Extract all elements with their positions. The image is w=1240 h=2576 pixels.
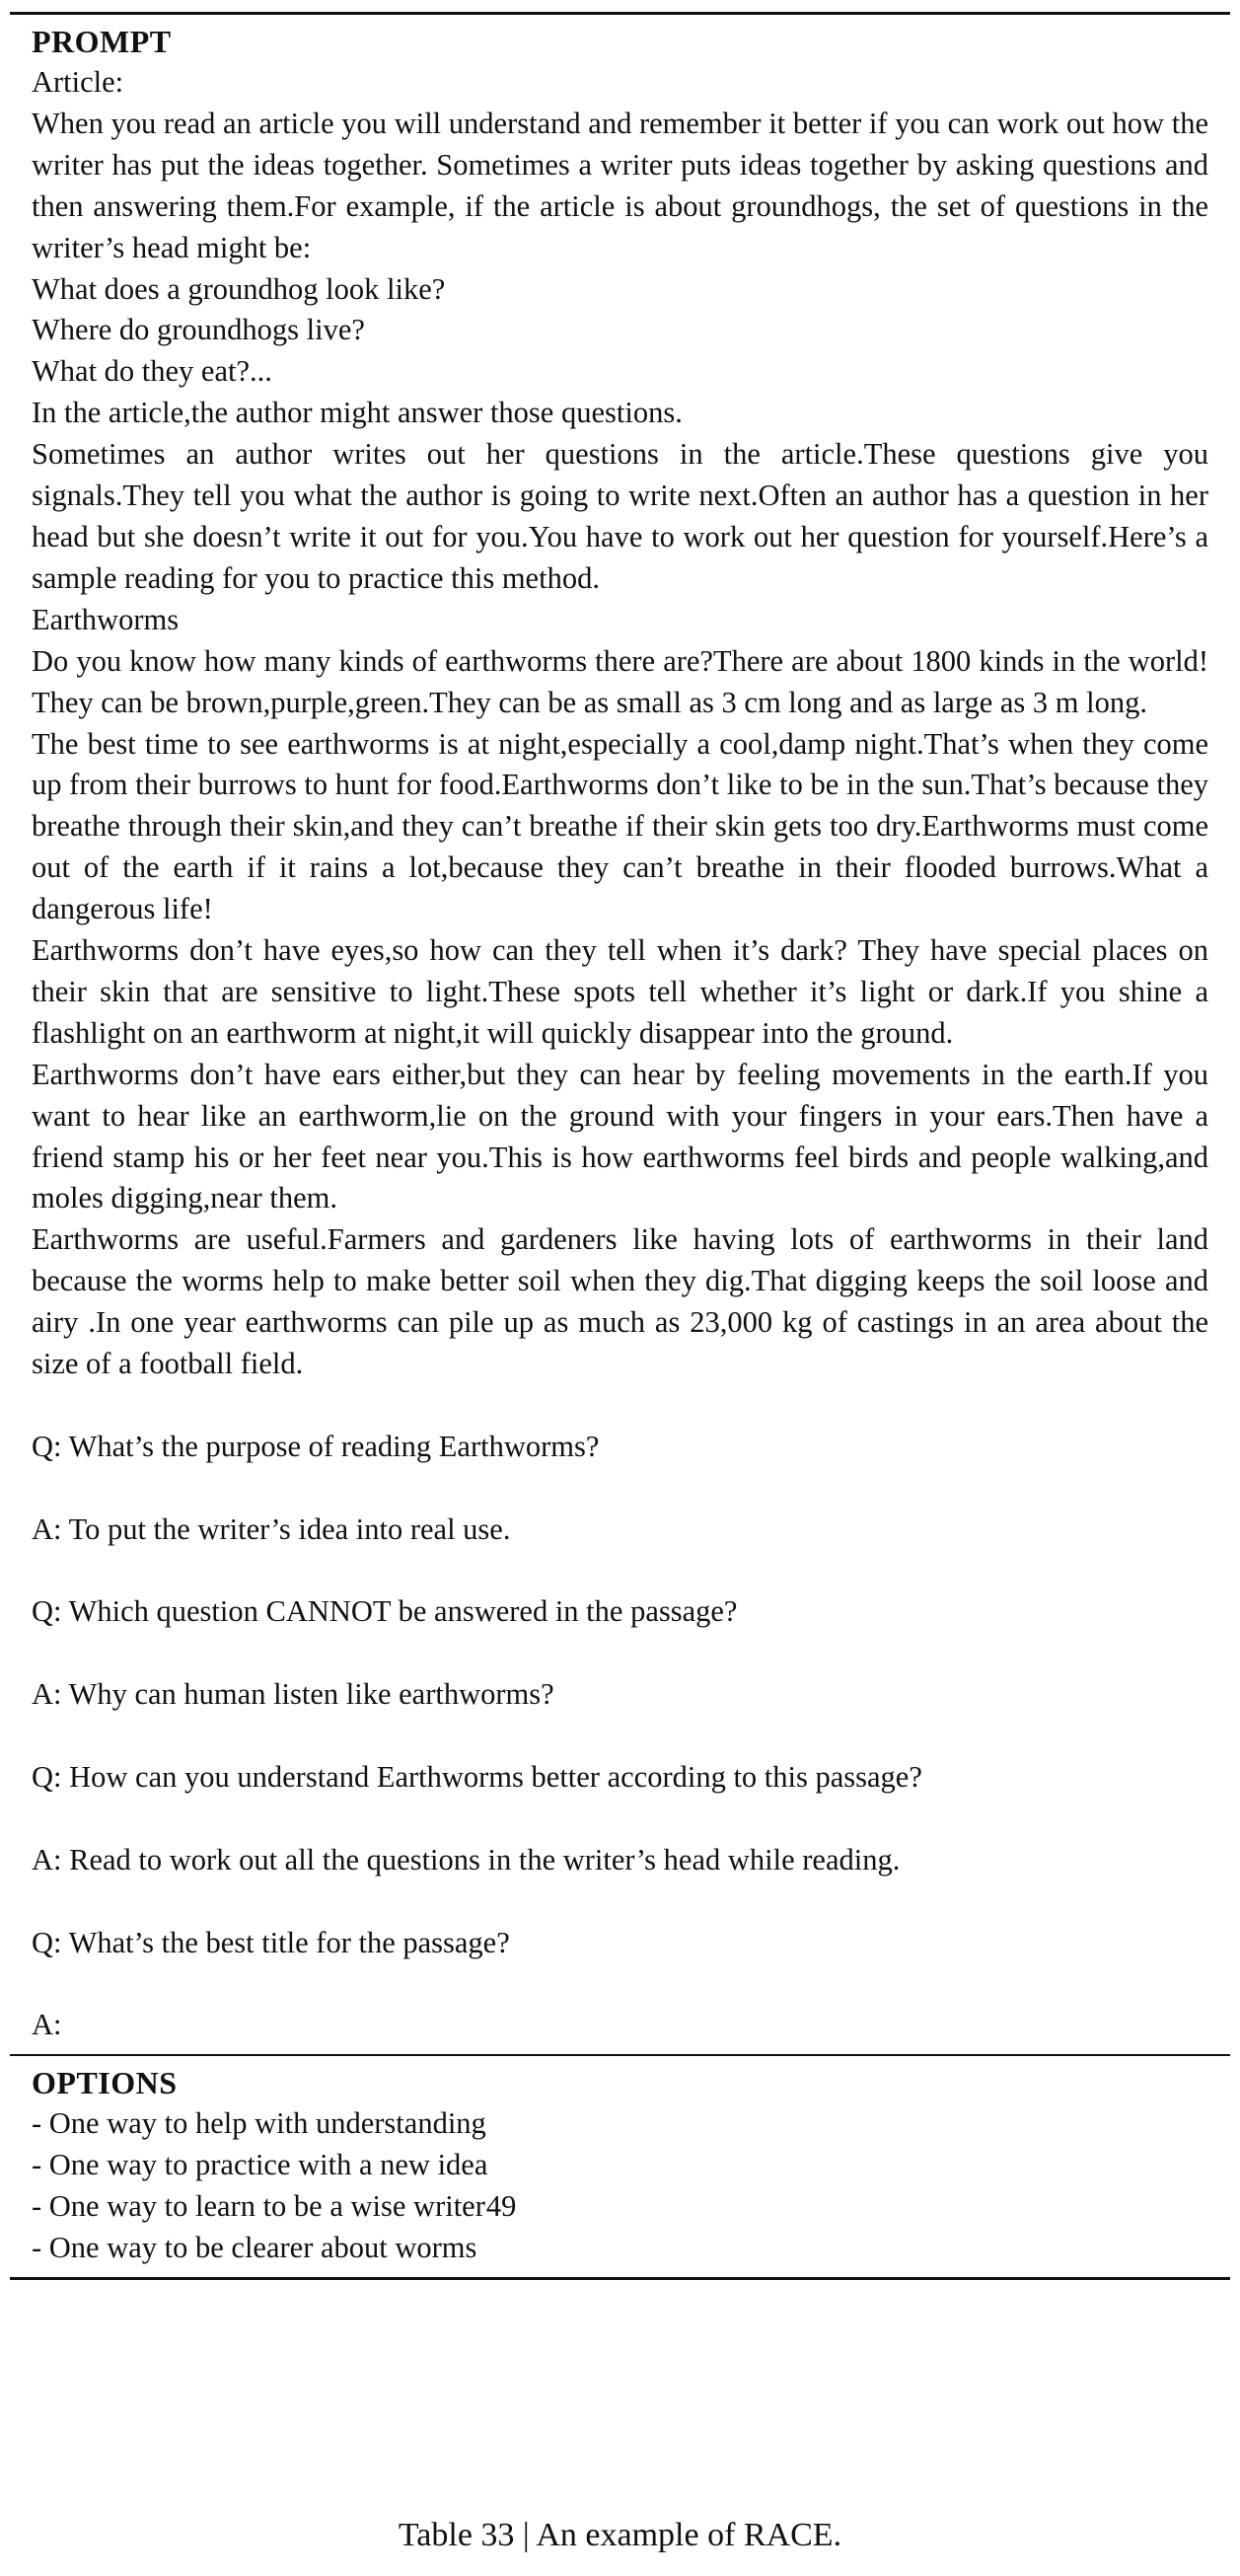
article-label: Article: [32, 65, 124, 99]
bottom-rule [10, 2277, 1230, 2280]
sample-paragraph: The best time to see earthworms is at night,especially a cool,damp night.That’s when they come up from their burrows to hunt for food.Earthworms don’t like to be in the sun.That’s because they breathe through their skin,and they can’t breathe if their skin gets too dry.Earthworms must come out of the earth if it rains a lot,because they can’t breathe in their flooded burrows.What a dangerous life! [32, 726, 1208, 926]
question-line: Q: What’s the best title for the passage? [32, 1925, 510, 1959]
sample-paragraph: Earthworms don’t have ears either,but they can hear by feeling movements in the earth.If you want to hear like an earthworm,lie on the ground with your fingers in your ears.Then have a friend stamp his or her feet near you.This is how earthworms feel birds and people walking,and moles digging,near them. [32, 1057, 1208, 1215]
sample-paragraph: Do you know how many kinds of earthworms there are?There are about 1800 kinds in the world! They can be brown,purple,green.They can be as small as 3 cm long and as large as 3 m long. [32, 643, 1208, 719]
groundhog-question: What do they eat?... [32, 354, 272, 389]
signals-paragraph: Sometimes an author writes out her questions in the article.These questions give you signals.They tell you what the author is going to write next.Often an author has a question in her head but she doesn’t write it out for you.You have to work out her question for yourself.Here’s a sample reading for you to practice this method. [32, 437, 1208, 595]
option-item: - One way to help with understanding [32, 2106, 486, 2141]
spacer [32, 1716, 1208, 1757]
groundhog-question: Where do groundhogs live? [32, 313, 365, 347]
sample-paragraph: Earthworms are useful.Farmers and gardeners like having lots of earthworms in their land because the worms help to make better soil when they dig.That digging keeps the soil loose and airy .In one year earthworms can pile up as much as 23,000 kg of castings in an area about the size of a football field. [32, 1222, 1208, 1381]
question-line: Q: Which question CANNOT be answered in the passage? [32, 1594, 738, 1629]
option-item: - One way to be clearer about worms [32, 2231, 477, 2265]
answer-text: A: [32, 2008, 62, 2042]
answer-text: A: To put the writer’s idea into real use. [32, 1511, 511, 1546]
spacer [32, 1964, 1208, 2006]
spacer [32, 1468, 1208, 1509]
question-line: Q: How can you understand Earthworms better according to this passage? [32, 1760, 922, 1795]
intro-paragraph: When you read an article you will understand and remember it better if you can work out how the writer has put the ideas together. Sometimes a writer puts ideas together by asking questions and then answering them.For example, if the article is about groundhogs, the set of questions in the writer’s head might be: [32, 106, 1208, 264]
option-text: - One way to learn to be a wise writer [32, 2189, 485, 2224]
option-item [32, 2186, 1208, 2228]
answer-line: In the article,the author might answer those questions. [32, 396, 683, 430]
spacer [32, 1385, 1208, 1427]
options-header: OPTIONS [32, 2065, 178, 2101]
spacer [32, 1799, 1208, 1840]
question-line: Q: What’s the purpose of reading Earthworms? [32, 1429, 600, 1463]
prompt-section [10, 15, 1230, 2046]
spacer [32, 1551, 1208, 1592]
sample-paragraph: Earthworms don’t have eyes,so how can they tell when it’s dark? They have special places on their skin that are sensitive to light.These spots tell whether it’s light or dark.If you shine a flashlight on an earthworm at night,it will quickly disappear into the ground. [32, 933, 1208, 1050]
table-caption: Table 33 | An example of RACE. [398, 2517, 842, 2553]
spacer [32, 1633, 1208, 1674]
options-section [10, 2056, 1230, 2269]
answer-text: A: Why can human listen like earthworms? [32, 1677, 554, 1712]
option-item: - One way to practice with a new idea [32, 2148, 488, 2182]
sample-title: Earthworms [32, 602, 180, 636]
race-example-table [10, 12, 1230, 2280]
spacer [32, 1881, 1208, 1923]
answer-text: A: Read to work out all the questions in the writer’s head while reading. [32, 1842, 901, 1877]
page-number: 49 [485, 2189, 517, 2224]
groundhog-question: What does a groundhog look like? [32, 271, 446, 306]
prompt-header: PROMPT [32, 24, 172, 59]
